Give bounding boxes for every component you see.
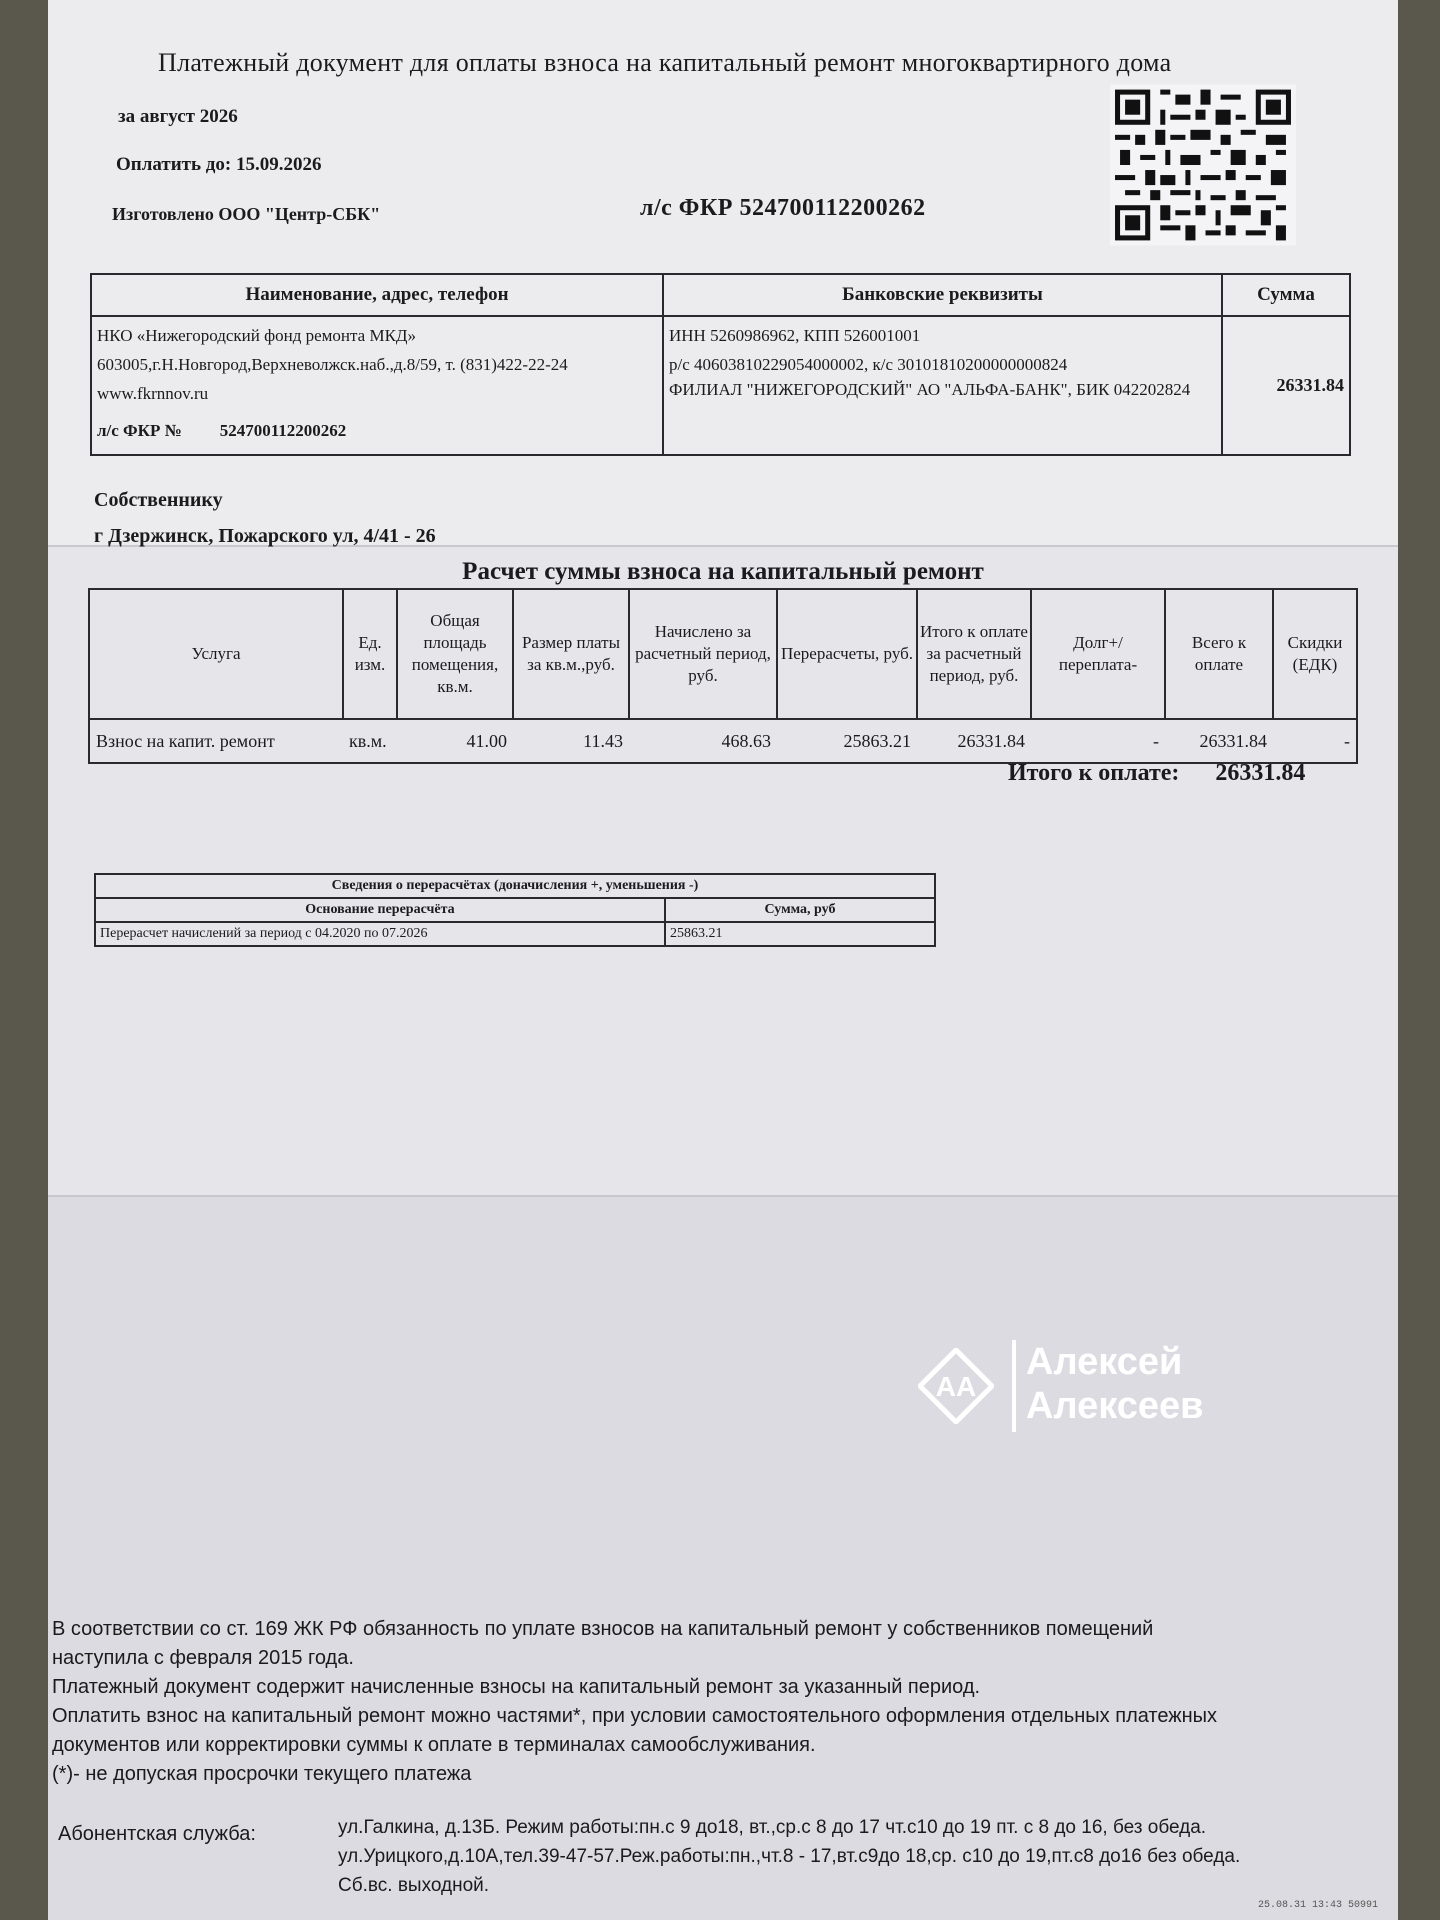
col-debt: Долг+/ переплата- <box>1031 589 1165 719</box>
cell-rate: 11.43 <box>513 719 629 763</box>
recalc-col-sum: Сумма, руб <box>665 898 935 922</box>
header-name-address: Наименование, адрес, телефон <box>91 274 663 316</box>
recalc-col-basis: Основание перерасчёта <box>95 898 665 922</box>
account-number-cell: 524700112200262 <box>219 421 347 440</box>
service-line: Сб.вс. выходной. <box>338 1875 490 1896</box>
billing-period: за август 2026 <box>118 106 238 127</box>
col-unit: Ед. изм. <box>343 589 397 719</box>
footer-line: Платежный документ содержит начисленные взносы на капитальный ремонт за указанный период. <box>52 1676 981 1698</box>
watermark-logo-icon <box>918 1348 994 1424</box>
header-sum: Сумма <box>1222 274 1350 316</box>
col-area: Общая площадь помещения, кв.м. <box>397 589 513 719</box>
service-addresses <box>338 1813 1388 1900</box>
watermark-line2: Алексеев <box>1026 1385 1204 1427</box>
footer-line: наступила с февраля 2015 года. <box>52 1647 354 1669</box>
cell-service: Взнос на капит. ремонт <box>89 719 343 763</box>
cell-recalc: 25863.21 <box>777 719 917 763</box>
col-period-total: Итого к оплате за расчетный период, руб. <box>917 589 1031 719</box>
footer-line: В соответствии со ст. 169 ЖК РФ обязанность по уплате взносов на капитальный ремонт у собственников помещений <box>52 1618 1154 1640</box>
due-date: Оплатить до: 15.09.2026 <box>116 154 322 175</box>
cell-area: 41.00 <box>397 719 513 763</box>
col-service: Услуга <box>89 589 343 719</box>
recalc-basis: Перерасчет начислений за период с 04.2020 по 07.2026 <box>95 922 665 946</box>
owner-label: Собственнику <box>94 489 223 511</box>
header-bank-details: Банковские реквизиты <box>663 274 1222 316</box>
total-value: 26331.84 <box>1215 760 1306 786</box>
service-label: Абонентская служба: <box>58 1823 256 1845</box>
document-title: Платежный документ для оплаты взноса на капитальный ремонт многоквартирного дома <box>158 48 1172 77</box>
service-line: ул.Урицкого,д.10А,тел.39-47-57.Реж.работы:пн.,чт.8 - 17,вт.с9до 18,ср. с10 до 19,пт.с8 до16 без обеда. <box>338 1846 1241 1867</box>
col-total-due: Всего к оплате <box>1165 589 1273 719</box>
account-number: л/с ФКР 524700112200262 <box>640 195 926 221</box>
cell-unit: кв.м. <box>343 719 397 763</box>
owner-address: г Дзержинск, Пожарского ул, 4/41 - 26 <box>94 525 436 547</box>
table-row <box>89 719 1357 763</box>
payment-document <box>48 0 1398 1920</box>
inn-kpp: ИНН 5260986962, КПП 526001001 <box>669 326 921 345</box>
cell-period-total: 26331.84 <box>917 719 1031 763</box>
watermark-line1: Алексей <box>1026 1341 1183 1383</box>
recipient-cell <box>91 316 663 455</box>
col-rate: Размер платы за кв.м.,руб. <box>513 589 629 719</box>
sum-cell: 26331.84 <box>1222 316 1350 455</box>
total-due <box>1008 760 1305 787</box>
qr-code-icon <box>1110 84 1296 246</box>
footer-line: (*)- не допуская просрочки текущего платежа <box>52 1763 472 1785</box>
bank-name: ФИЛИАЛ "НИЖЕГОРОДСКИЙ" АО "АЛЬФА-БАНК", БИК 042202824 <box>669 380 1191 399</box>
watermark <box>918 1340 1248 1435</box>
footer-line: Оплатить взнос на капитальный ремонт можно частями*, при условии самостоятельного оформления отдельных платежных <box>52 1705 1218 1727</box>
recipient-address: 603005,г.Н.Новгород,Верхневолжск.наб.,д.8/59, т. (831)422-22-24 <box>97 355 568 374</box>
document-maker: Изготовлено ООО "Центр-СБК" <box>112 204 381 224</box>
print-stamp: 25.08.31 13:43 50991 <box>1258 1900 1379 1911</box>
watermark-logo-text: AA <box>935 1371 977 1402</box>
bank-details-table <box>90 273 1351 456</box>
total-label: Итого к оплате: <box>1008 760 1180 786</box>
col-recalc: Перерасчеты, руб. <box>777 589 917 719</box>
recalc-sum: 25863.21 <box>665 922 935 946</box>
service-line: ул.Галкина, д.13Б. Режим работы:пн.с 9 до18, вт.,ср.с 8 до 17 чт.с10 до 19 пт. с 8 до 16, без обеда. <box>338 1817 1207 1838</box>
recipient-website: www.fkrnnov.ru <box>97 384 209 403</box>
bank-cell <box>663 316 1222 455</box>
calc-title: Расчет суммы взноса на капитальный ремонт <box>462 558 984 585</box>
footer-notice <box>52 1615 1382 1789</box>
calculation-table <box>88 588 1358 764</box>
col-discounts: Скидки (ЕДК) <box>1273 589 1357 719</box>
bank-accounts: р/с 40603810229054000002, к/с 30101810200000000824 <box>669 355 1068 374</box>
account-label: л/с ФКР № <box>97 421 182 440</box>
table-row <box>95 922 935 946</box>
footer-line: документов или корректировки суммы к оплате в терминалах самообслуживания. <box>52 1734 816 1756</box>
cell-debt: - <box>1031 719 1165 763</box>
recalc-table <box>94 873 936 947</box>
cell-total-due: 26331.84 <box>1165 719 1273 763</box>
recipient-name: НКО «Нижегородский фонд ремонта МКД» <box>97 326 417 345</box>
cell-discounts: - <box>1273 719 1357 763</box>
col-charged: Начислено за расчетный период, руб. <box>629 589 777 719</box>
recalc-title: Сведения о перерасчётах (доначисления +, уменьшения -) <box>95 874 935 898</box>
cell-charged: 468.63 <box>629 719 777 763</box>
